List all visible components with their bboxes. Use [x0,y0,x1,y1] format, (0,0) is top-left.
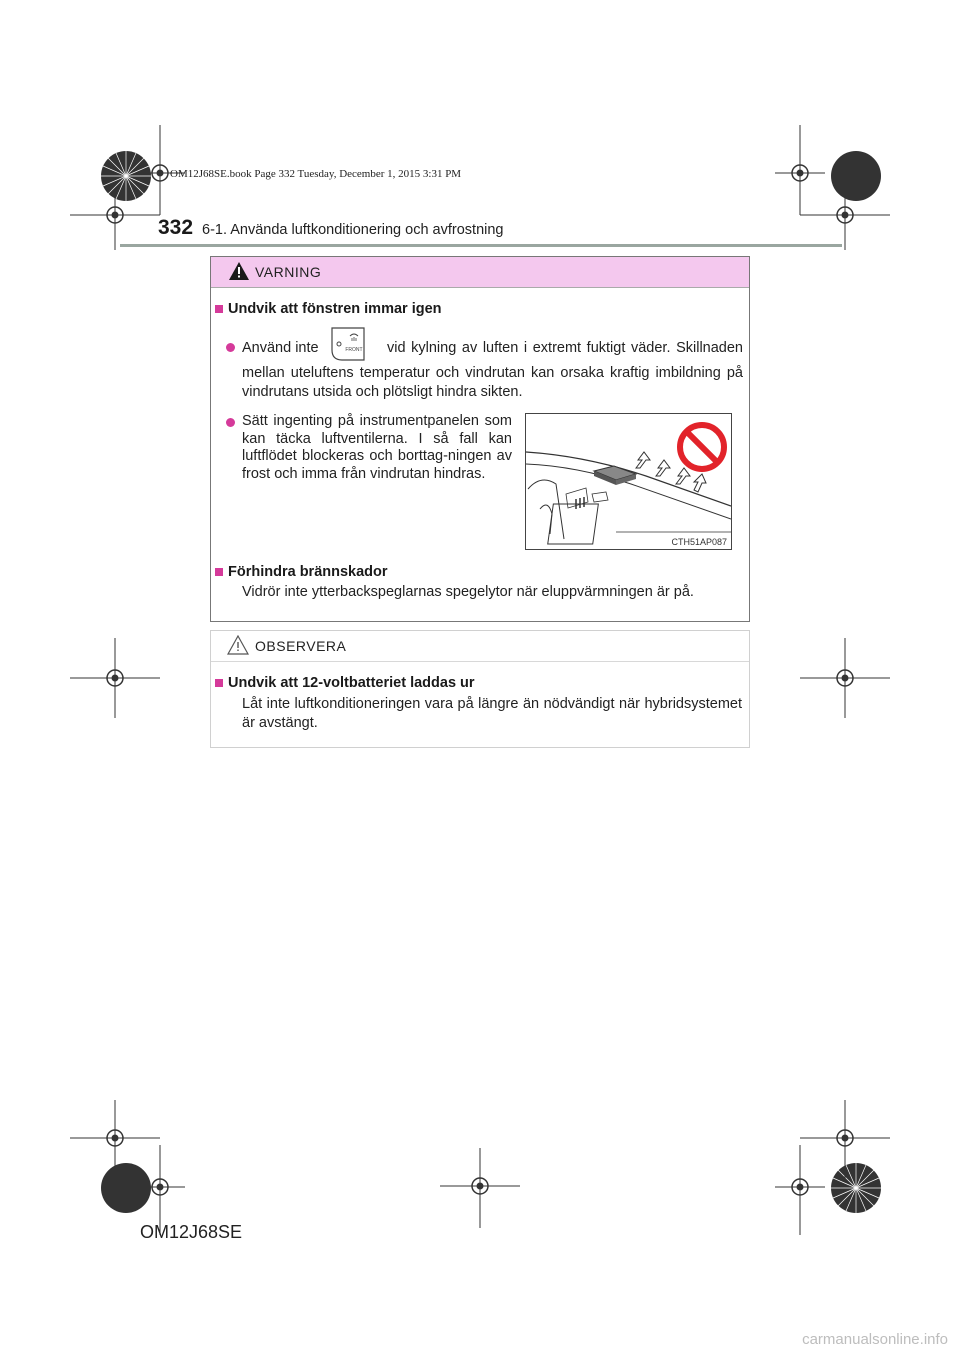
bullet-dot [226,418,235,427]
dashboard-illustration [525,413,732,550]
item-heading: Förhindra brännskador [228,564,388,580]
section-title: 6-1. Använda luftkonditionering och avfrostning [202,222,504,238]
bullet-text: Sätt ingenting på instrumentpanelen som kan täcka luftventilerna. I så fall kan luftflödet blockeras och borttag-ningen av frost och imma från vindrutan hindras. [242,413,512,482]
crosshair-mark-icon [800,638,890,718]
illustration-code: CTH51AP087 [671,537,727,547]
button-icon-text: FRONT [345,347,363,353]
notice-label: OBSERVERA [255,638,347,654]
bullet-text-continuation: mellan uteluftens temperatur och vindrutan kan orsaka kraftig imbildning på vindrutans utsida och plötsligt hindra sikten. [242,365,743,400]
item-heading: Undvik att fönstren immar igen [228,301,442,317]
header-rule [120,244,842,247]
section-bullet [215,679,223,687]
crosshair-mark-icon [70,638,160,718]
prohibition-icon [676,421,728,473]
bullet-text-start: Använd inte [242,340,319,356]
crosshair-mark-icon [440,1148,520,1228]
crosshair-mark-icon [70,190,160,250]
watermark: carmanualsonline.info [802,1331,948,1348]
notice-header [211,631,749,662]
caution-triangle-icon [227,635,249,655]
crosshair-mark-icon [775,1145,825,1235]
warning-header [211,257,749,288]
book-info: OM12J68SE.book Page 332 Tuesday, December 1, 2015 3:31 PM [170,168,462,180]
page-number: 332 [158,216,194,239]
notice-text: Låt inte luftkonditioneringen vara på längre än nödvändigt när hybridsystemet är avstängt. [242,696,742,731]
footer-code: OM12J68SE [140,1222,243,1242]
item-text: Vidrör inte ytterbackspeglarnas spegelytor när eluppvärmningen är på. [242,584,694,600]
warning-label: VARNING [255,264,322,280]
bullet-dot [226,343,235,352]
section-bullet [215,305,223,313]
bullet-text-end: vid kylning av luften i extremt fuktigt väder. Skillnaden [387,340,743,356]
crosshair-mark-icon [800,190,890,250]
notice-heading: Undvik att 12-voltbatteriet laddas ur [228,675,475,691]
defroster-button-icon [328,326,368,362]
section-bullet [215,568,223,576]
warning-triangle-icon [229,262,249,280]
